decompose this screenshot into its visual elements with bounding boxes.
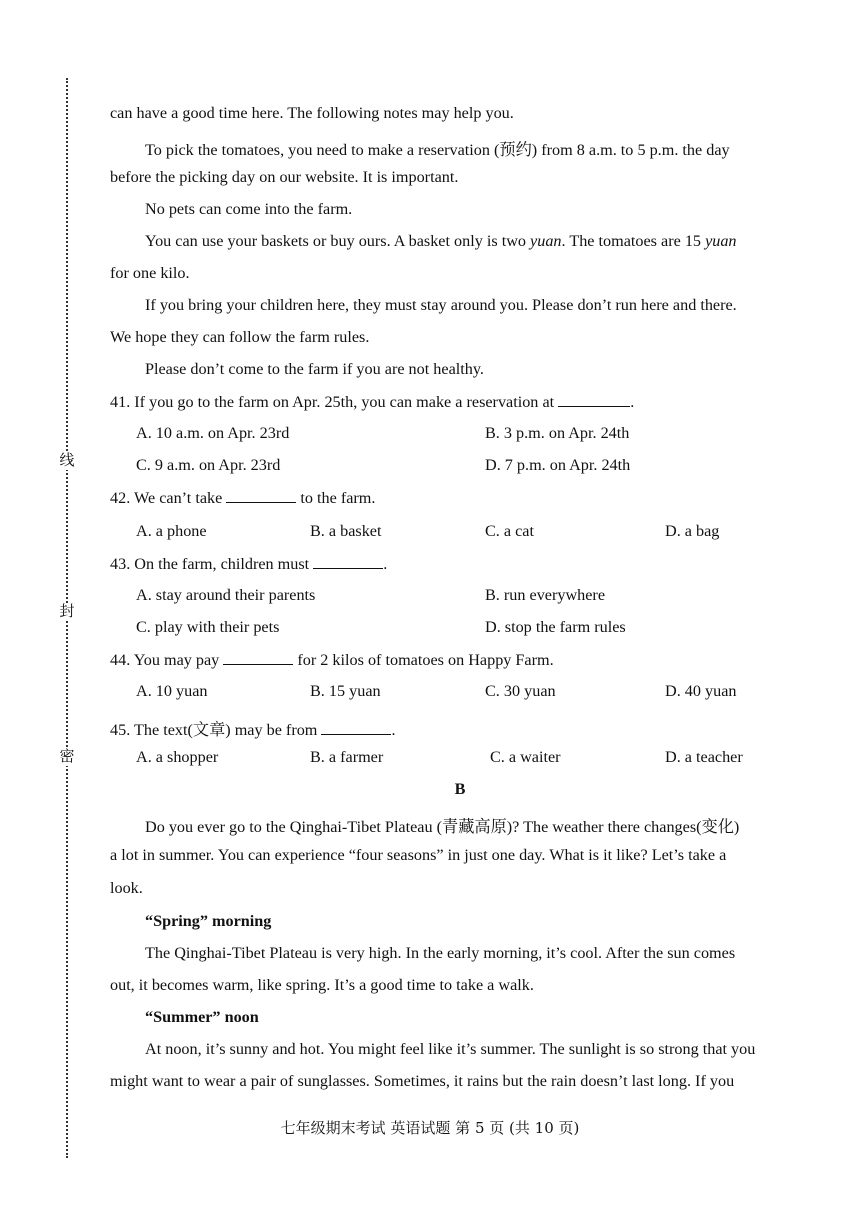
passage-b-line: look. — [110, 879, 143, 897]
question-text: The text(文章) may be from — [134, 721, 318, 739]
passage-b-line: a lot in summer. You can experience “four seasons” in just one day. What is it like? Let’s take a — [110, 846, 727, 864]
option-a: A. a phone — [136, 522, 207, 540]
question-text: We can’t take — [134, 489, 223, 507]
question-text: On the farm, children must — [134, 555, 310, 573]
question-text-after: . — [383, 555, 388, 573]
margin-label-feng: 封 — [57, 603, 77, 621]
option-c: C. a waiter — [490, 748, 561, 766]
yuan-italic-1: yuan — [530, 232, 562, 250]
passage-b-line: The Qinghai-Tibet Plateau is very high. In the early morning, it’s cool. After the sun comes — [145, 944, 736, 962]
option-b: B. 15 yuan — [310, 682, 381, 700]
question-44-stem — [110, 650, 554, 670]
question-number: 43. — [110, 555, 131, 573]
answer-blank — [321, 720, 391, 735]
option-c: C. a cat — [485, 522, 534, 540]
subheading-summer-noon: “Summer” noon — [145, 1008, 259, 1026]
basket-text-1: You can use your baskets or buy ours. A basket only is two — [145, 232, 531, 250]
passage-a-line: If you bring your children here, they must stay around you. Please don’t run here and there. — [145, 296, 737, 314]
answer-blank — [313, 554, 383, 569]
option-d: D. stop the farm rules — [485, 618, 626, 636]
option-a: A. stay around their parents — [136, 586, 316, 604]
question-text-after: to the farm. — [300, 489, 376, 507]
question-text-after: for 2 kilos of tomatoes on Happy Farm. — [297, 651, 554, 669]
option-d: D. 7 p.m. on Apr. 24th — [485, 456, 631, 474]
question-45-stem — [110, 716, 396, 740]
option-a: A. a shopper — [136, 748, 219, 766]
option-d: D. a teacher — [665, 748, 743, 766]
passage-a-line: No pets can come into the farm. — [145, 200, 353, 218]
answer-blank — [558, 392, 630, 407]
option-b: B. a basket — [310, 522, 382, 540]
question-number: 45. — [110, 721, 131, 739]
option-b: B. run everywhere — [485, 586, 606, 604]
passage-a-line: Please don’t come to the farm if you are not healthy. — [145, 360, 484, 378]
option-d: D. 40 yuan — [665, 682, 737, 700]
question-43-stem — [110, 554, 387, 574]
passage-a-line: for one kilo. — [110, 264, 190, 282]
subheading-spring-morning: “Spring” morning — [145, 912, 272, 930]
question-text-after: . — [630, 393, 635, 411]
answer-blank — [226, 488, 296, 503]
passage-a-line: To pick the tomatoes, you need to make a reservation (预约) from 8 a.m. to 5 p.m. the day — [145, 141, 730, 159]
margin-label-mi: 密 — [57, 748, 77, 766]
margin-label-xian: 线 — [57, 452, 77, 470]
option-a: A. 10 yuan — [136, 682, 208, 700]
question-number: 41. — [110, 393, 131, 411]
option-a: A. 10 a.m. on Apr. 23rd — [136, 424, 290, 442]
option-d: D. a bag — [665, 522, 720, 540]
question-41-stem — [110, 392, 634, 412]
question-number: 44. — [110, 651, 131, 669]
passage-b-line: Do you ever go to the Qinghai-Tibet Plateau (青藏高原)? The weather there changes(变化) — [145, 818, 740, 836]
basket-text-2: . The tomatoes are 15 — [561, 232, 706, 250]
passage-b-line: At noon, it’s sunny and hot. You might feel like it’s summer. The sunlight is so strong that you — [145, 1040, 756, 1058]
passage-a-basket-line — [110, 232, 737, 251]
answer-blank — [223, 650, 293, 665]
option-c: C. 9 a.m. on Apr. 23rd — [136, 456, 281, 474]
question-number: 42. — [110, 489, 131, 507]
passage-b-line: might want to wear a pair of sunglasses. Sometimes, it rains but the rain doesn’t last long. If you — [110, 1072, 735, 1090]
option-c: C. 30 yuan — [485, 682, 556, 700]
passage-b-line: out, it becomes warm, like spring. It’s a good time to take a walk. — [110, 976, 534, 994]
option-c: C. play with their pets — [136, 618, 280, 636]
option-b: B. 3 p.m. on Apr. 24th — [485, 424, 630, 442]
question-text: If you go to the farm on Apr. 25th, you can make a reservation at — [134, 393, 555, 411]
passage-a-line: We hope they can follow the farm rules. — [110, 328, 370, 346]
passage-a-line: before the picking day on our website. It is important. — [110, 168, 459, 186]
question-text-after: . — [391, 721, 396, 739]
yuan-italic-2: yuan — [705, 232, 737, 250]
passage-a-line: can have a good time here. The following notes may help you. — [110, 104, 514, 122]
question-42-stem — [110, 488, 375, 508]
section-heading-b: B — [454, 780, 466, 798]
option-b: B. a farmer — [310, 748, 384, 766]
question-text: You may pay — [133, 651, 220, 669]
page-footer: 七年级期末考试 英语试题 第 5 页 (共 10 页) — [280, 1119, 580, 1137]
